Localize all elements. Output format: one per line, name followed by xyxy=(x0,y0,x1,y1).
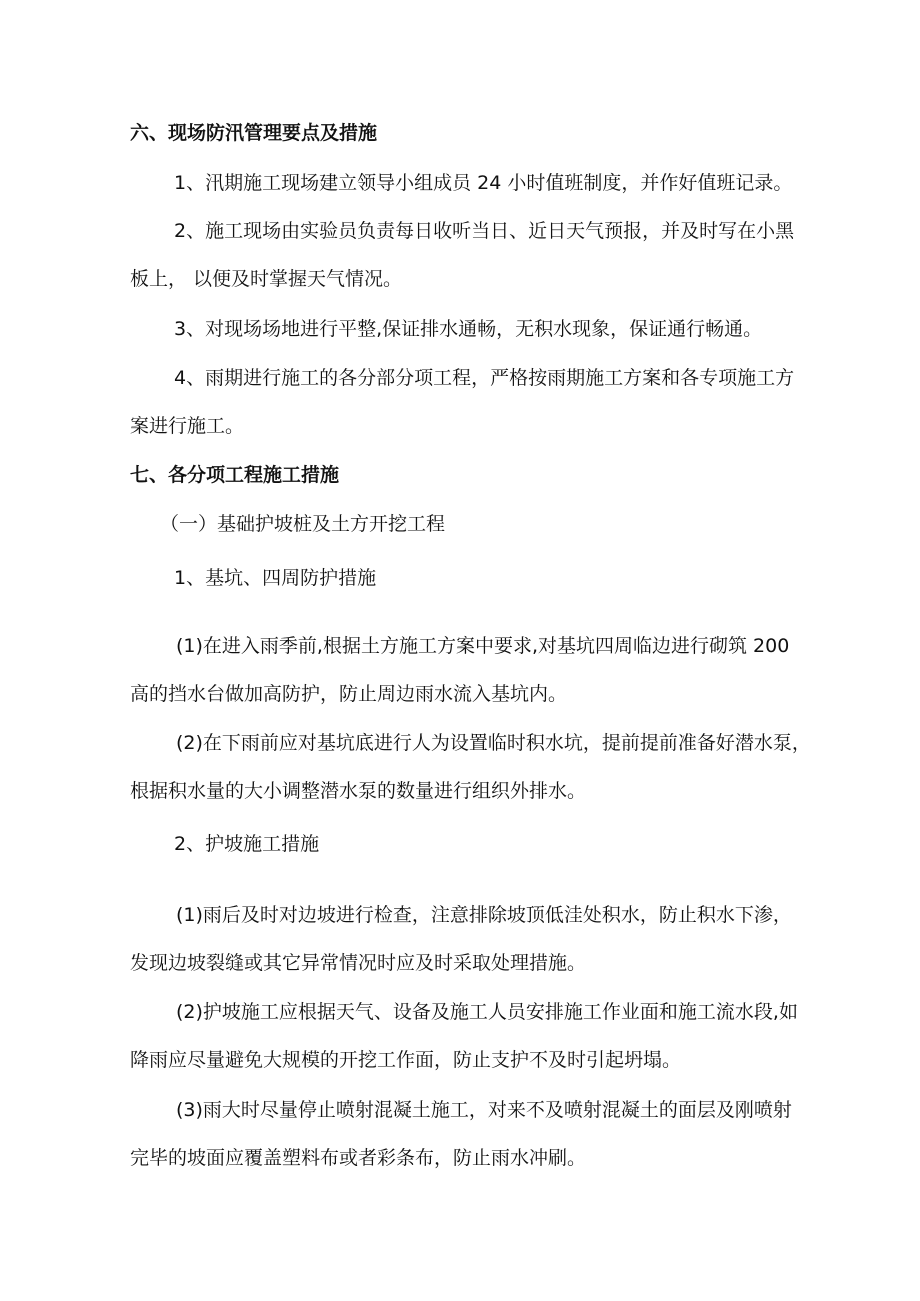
section-7-subheading-1: （一）基础护坡桩及土方开挖工程 xyxy=(160,513,446,535)
part-1-para-1-line-2: 高的挡水台做加高防护，防止周边雨水流入基坑内。 xyxy=(130,683,568,705)
part-2-para-1-line-1: (1)雨后及时对边坡进行检查，注意排除坡顶低洼处积水，防止积水下渗， xyxy=(176,904,792,926)
section-6-item-1: 1、汛期施工现场建立领导小组成员 24 小时值班制度，并作好值班记录。 xyxy=(174,172,793,194)
part-2-title: 2、护坡施工措施 xyxy=(174,833,320,855)
section-6-item-2-line-1: 2、施工现场由实验员负责每日收听当日、近日天气预报，并及时写在小黑 xyxy=(174,220,795,242)
part-1-para-2-line-1: (2)在下雨前应对基坑底进行人为设置临时积水坑，提前提前准备好潜水泵， xyxy=(176,732,811,754)
part-1-title: 1、基坑、四周防护措施 xyxy=(174,567,377,589)
section-6-item-2-line-2: 板上， 以便及时掌握天气情况。 xyxy=(130,268,403,290)
section-6-item-3: 3、对现场场地进行平整,保证排水通畅，无积水现象，保证通行畅通。 xyxy=(174,318,763,340)
part-2-para-1-line-2: 发现边坡裂缝或其它异常情况时应及时采取处理措施。 xyxy=(130,952,587,974)
part-2-para-2-line-1: (2)护坡施工应根据天气、设备及施工人员安排施工作业面和施工流水段,如 xyxy=(176,1001,798,1023)
part-2-para-2-line-2: 降雨应尽量避免大规模的开挖工作面，防止支护不及时引起坍塌。 xyxy=(130,1049,682,1071)
part-1-para-2-line-2: 根据积水量的大小调整潜水泵的数量进行组织外排水。 xyxy=(130,780,587,802)
section-6-item-4-line-1: 4、雨期进行施工的各分部分项工程，严格按雨期施工方案和各专项施工方 xyxy=(174,367,795,389)
section-6-item-4-line-2: 案进行施工。 xyxy=(130,415,245,437)
part-2-para-3-line-2: 完毕的坡面应覆盖塑料布或者彩条布，防止雨水冲刷。 xyxy=(130,1147,587,1169)
section-6-heading: 六、现场防汛管理要点及措施 xyxy=(130,122,378,144)
part-2-para-3-line-1: (3)雨大时尽量停止喷射混凝土施工，对来不及喷射混凝土的面层及刚喷射 xyxy=(176,1099,792,1121)
section-7-heading: 七、各分项工程施工措施 xyxy=(130,464,340,486)
part-1-para-1-line-1: (1)在进入雨季前,根据土方施工方案中要求,对基坑四周临边进行砌筑 200 xyxy=(176,635,790,657)
